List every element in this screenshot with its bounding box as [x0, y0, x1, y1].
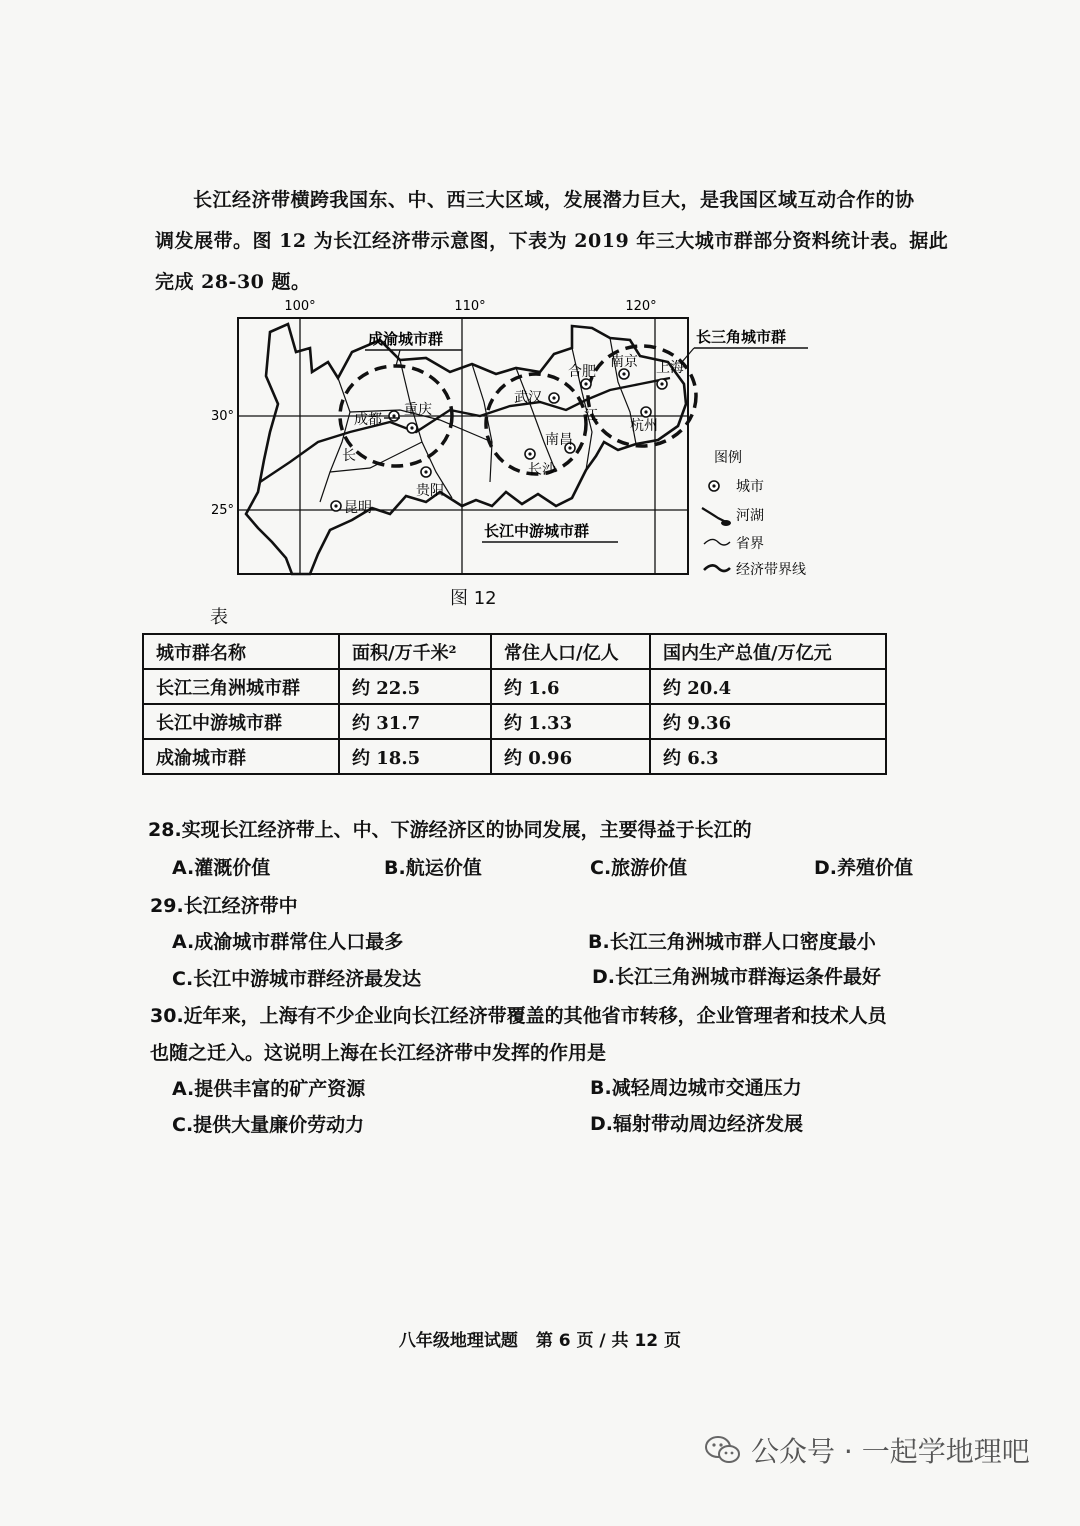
svg-text:武汉: 武汉	[514, 390, 542, 406]
svg-text:重庆: 重庆	[404, 402, 432, 418]
city-nanchang	[545, 431, 575, 453]
svg-text:长沙: 长沙	[528, 462, 556, 478]
table-row	[143, 669, 886, 704]
svg-text:合肥: 合肥	[568, 364, 596, 380]
footer-page-number: 第 6 页 / 共 12 页	[535, 1331, 682, 1351]
svg-text:南京: 南京	[610, 354, 638, 370]
table-header: 面积/万千米²	[339, 634, 491, 669]
legend-river-icon	[702, 508, 726, 522]
wechat-icon	[705, 1435, 741, 1465]
svg-text:贵阳: 贵阳	[416, 483, 444, 499]
lat-label-25: 25°	[210, 503, 234, 518]
city-cluster-stats-table	[142, 633, 887, 775]
q28-stem: 28.实现长江经济带上、中、下游经济区的协同发展，主要得益于长江的	[148, 819, 752, 841]
yangtze-economic-belt-map	[200, 292, 830, 582]
label-chang: 长	[342, 448, 356, 464]
city-shanghai	[656, 360, 684, 389]
svg-text:南昌: 南昌	[545, 432, 573, 448]
q29-option-c: C.长江中游城市群经济最发达	[172, 968, 422, 990]
q29-option-a: A.成渝城市群常住人口最多	[172, 931, 404, 953]
city-kunming	[331, 500, 372, 516]
q29-stem: 29.长江经济带中	[150, 895, 298, 917]
city-hangzhou	[630, 407, 658, 434]
intro-line-1: 长江经济带横跨我国东、中、西三大区域，发展潜力巨大，是我国区域互动合作的协	[193, 189, 915, 211]
label-middle-yangtze: 长江中游城市群	[484, 522, 590, 540]
city-wuhan	[514, 390, 559, 406]
table-row	[143, 704, 886, 739]
legend-province-icon	[704, 539, 730, 545]
intro-line-3: 完成 28-30 题。	[155, 271, 311, 293]
legend-belt-icon	[704, 565, 730, 571]
q28-option-b: B.航运价值	[384, 857, 482, 879]
q30-option-d: D.辐射带动周边经济发展	[590, 1113, 803, 1135]
q29-option-b: B.长江三角洲城市群人口密度最小	[588, 931, 876, 953]
svg-text:杭州: 杭州	[630, 418, 658, 434]
q30-stem-line-2: 也随之迁入。这说明上海在长江经济带中发挥的作用是	[150, 1042, 607, 1064]
city-chengdu	[354, 411, 399, 428]
city-hefei	[568, 364, 596, 389]
table-row	[143, 739, 886, 774]
table-label: 表	[210, 607, 228, 628]
legend-river: 河湖	[736, 508, 764, 524]
svg-text:上海: 上海	[656, 360, 684, 376]
svg-text:昆明: 昆明	[344, 500, 372, 516]
q30-option-b: B.减轻周边城市交通压力	[590, 1077, 802, 1099]
table-cell: 长江中游城市群	[143, 704, 339, 739]
table-cell: 约 6.3	[650, 739, 886, 774]
map-legend	[702, 450, 806, 578]
intro-line-2: 调发展带。图 12 为长江经济带示意图，下表为 2019 年三大城市群部分资料统计表。据此	[155, 230, 949, 252]
legend-province: 省界	[736, 536, 764, 552]
lon-label-110: 110°	[454, 299, 486, 314]
table-cell: 约 22.5	[339, 669, 491, 704]
table-cell: 约 18.5	[339, 739, 491, 774]
city-changsha	[525, 449, 557, 478]
intro-paragraph	[155, 180, 950, 303]
label-yrd: 长三角城市群	[696, 328, 787, 346]
footer-subject: 八年级地理试题	[398, 1331, 518, 1351]
label-jiang: 江	[584, 408, 598, 424]
middle-yangtze-cluster-boundary	[486, 374, 586, 474]
table-cell: 约 31.7	[339, 704, 491, 739]
lon-label-120: 120°	[625, 299, 657, 314]
legend-belt: 经济带界线	[736, 562, 806, 578]
q30-option-c: C.提供大量廉价劳动力	[172, 1114, 365, 1136]
city-guiyang	[416, 467, 444, 499]
table-header: 国内生产总值/万亿元	[650, 634, 886, 669]
svg-text:成都: 成都	[354, 412, 382, 428]
legend-city: 城市	[736, 479, 764, 495]
table-cell: 成渝城市群	[143, 739, 339, 774]
q28-option-c: C.旅游价值	[590, 857, 688, 879]
page-footer	[0, 1326, 1080, 1351]
table-cell: 约 1.33	[491, 704, 650, 739]
city-nanjing	[610, 353, 638, 379]
table-cell: 长江三角洲城市群	[143, 669, 339, 704]
q30-stem-line-1: 30.近年来，上海有不少企业向长江经济带覆盖的其他省市转移，企业管理者和技术人员	[150, 1005, 887, 1027]
q28-option-a: A.灌溉价值	[172, 857, 271, 879]
table-cell: 约 9.36	[650, 704, 886, 739]
figure-caption: 图 12	[450, 588, 497, 609]
q30-option-a: A.提供丰富的矿产资源	[172, 1078, 366, 1100]
lon-label-100: 100°	[284, 299, 316, 314]
legend-title: 图例	[714, 450, 742, 466]
q29-option-d: D.长江三角洲城市群海运条件最好	[592, 966, 881, 988]
table-header: 常住人口/亿人	[491, 634, 650, 669]
table-header: 城市群名称	[143, 634, 339, 669]
watermark	[705, 1430, 1030, 1470]
table-cell: 约 0.96	[491, 739, 650, 774]
label-chengyu: 成渝城市群	[368, 330, 444, 348]
watermark-text: 公众号 · 一起学地理吧	[751, 1435, 1030, 1468]
q28-option-d: D.养殖价值	[814, 857, 913, 879]
table-cell: 约 20.4	[650, 669, 886, 704]
table-cell: 约 1.6	[491, 669, 650, 704]
lat-label-30: 30°	[210, 409, 234, 424]
table-header-row	[143, 634, 886, 669]
